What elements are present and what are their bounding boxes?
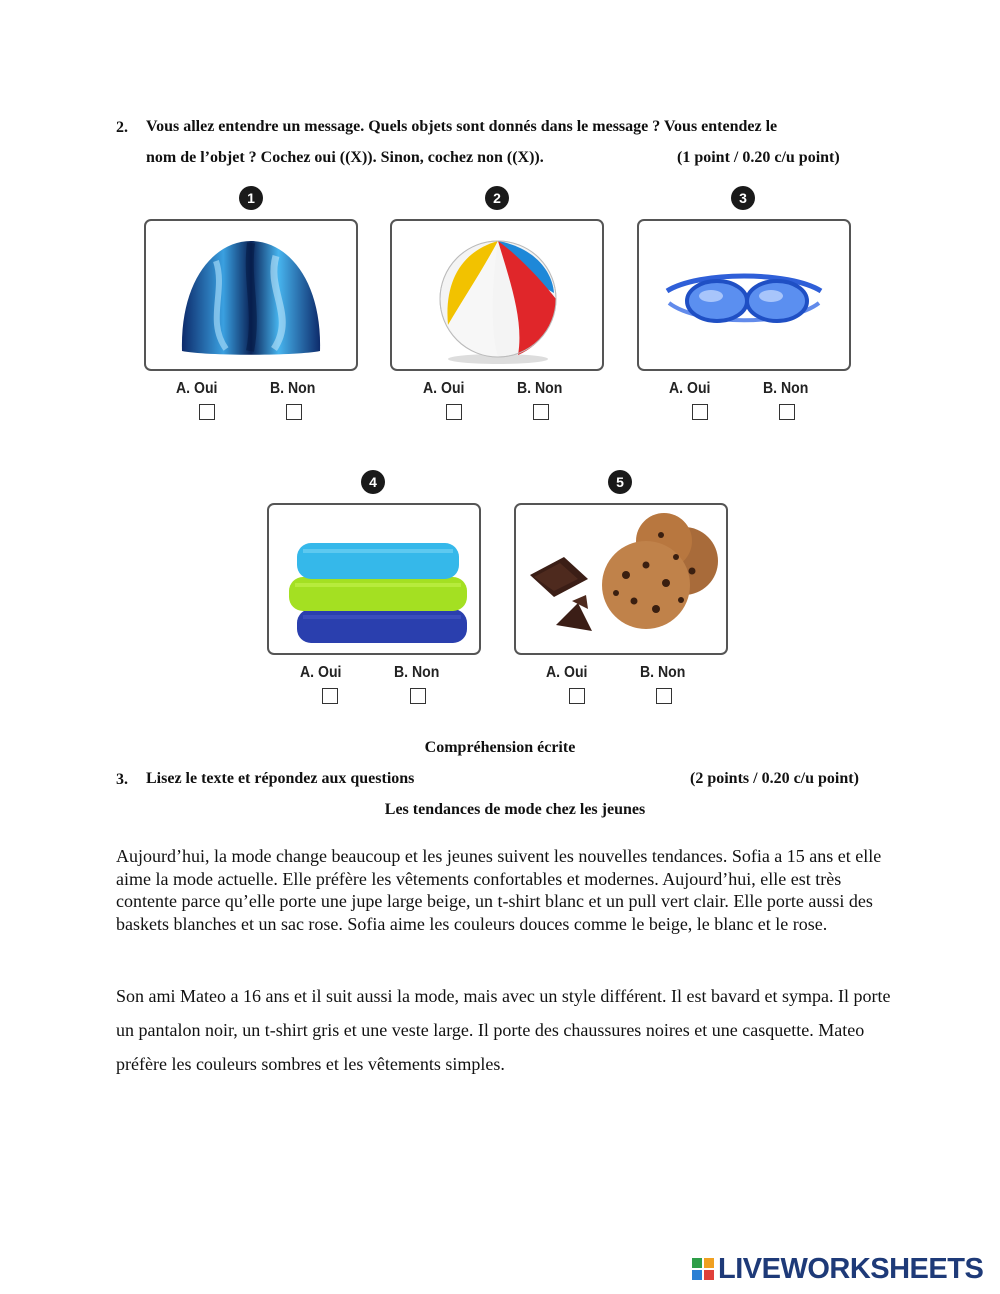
item-2-non-checkbox[interactable] (533, 404, 549, 420)
item-5-oui-checkbox[interactable] (569, 688, 585, 704)
question-3-number: 3. (116, 771, 128, 788)
beach-ball-icon (392, 221, 602, 369)
towels-icon (269, 505, 479, 653)
item-1-option-a-label: A. Oui (176, 380, 218, 397)
beach-ball-image-frame (390, 219, 604, 371)
reading-title: Les tendances de mode chez les jeunes (384, 801, 646, 818)
item-badge: 2 (485, 186, 509, 210)
section-title: Compréhension écrite (424, 739, 576, 756)
liveworksheets-logo-icon (692, 1258, 714, 1280)
item-4-oui-checkbox[interactable] (322, 688, 338, 704)
swim-goggles-icon (639, 221, 849, 369)
towels-image-frame (267, 503, 481, 655)
item-badge: 1 (239, 186, 263, 210)
item-5-option-a-label: A. Oui (546, 664, 588, 681)
cookies-chocolate-icon (516, 505, 726, 653)
swim-cap-icon (146, 221, 356, 369)
item-4-option-a-label: A. Oui (300, 664, 342, 681)
question-3-points: (2 points / 0.20 c/u point) (690, 770, 859, 787)
item-1-non-checkbox[interactable] (286, 404, 302, 420)
item-3-option-a-label: A. Oui (669, 380, 711, 397)
cookies-image-frame (514, 503, 728, 655)
liveworksheets-logo[interactable]: LIVEWORKSHEETS (718, 1253, 984, 1285)
question-2-line-1: Vous allez entendre un message. Quels objets sont donnés dans le message ? Vous entendez le (146, 118, 778, 135)
item-badge: 3 (731, 186, 755, 210)
item-5-non-checkbox[interactable] (656, 688, 672, 704)
question-2-line-2: nom de l’objet ? Cochez oui ((X)). Sinon, cochez non ((X)). (146, 149, 544, 166)
item-badge: 5 (608, 470, 632, 494)
question-2-points: (1 point / 0.20 c/u point) (677, 149, 840, 166)
question-2-number: 2. (116, 119, 128, 136)
item-1-option-b-label: B. Non (270, 380, 316, 397)
item-2-oui-checkbox[interactable] (446, 404, 462, 420)
item-3-oui-checkbox[interactable] (692, 404, 708, 420)
item-2-option-b-label: B. Non (517, 380, 563, 397)
item-1-oui-checkbox[interactable] (199, 404, 215, 420)
item-3-option-b-label: B. Non (763, 380, 809, 397)
item-2-option-a-label: A. Oui (423, 380, 465, 397)
swim-cap-image-frame (144, 219, 358, 371)
reading-paragraph-1: Aujourd’hui, la mode change beaucoup et les jeunes suivent les nouvelles tendances. Sofia a 15 ans et elle aime la mode actuelle. Elle préfère les vêtements confortables et modernes. Aujourd’hui, elle est très contente parce qu’elle porte une jupe large beige, un t-shirt blanc et un pull vert clair. Elle porte aussi des baskets blanches et un sac rose. Sofia aime les couleurs douces comme le beige, le blanc et le rose. (116, 846, 882, 934)
item-badge: 4 (361, 470, 385, 494)
swim-goggles-image-frame (637, 219, 851, 371)
item-5-option-b-label: B. Non (640, 664, 686, 681)
item-4-option-b-label: B. Non (394, 664, 440, 681)
item-4-non-checkbox[interactable] (410, 688, 426, 704)
question-3-text: Lisez le texte et répondez aux questions (146, 770, 415, 787)
item-3-non-checkbox[interactable] (779, 404, 795, 420)
reading-paragraph-2: Son ami Mateo a 16 ans et il suit aussi la mode, mais avec un style différent. Il est bavard et sympa. Il porte un pantalon noir, un t-shirt gris et une veste large. Il porte des chaussures noires et une casquette. Mateo préfère les couleurs sombres et les vêtements simples. (116, 986, 891, 1074)
